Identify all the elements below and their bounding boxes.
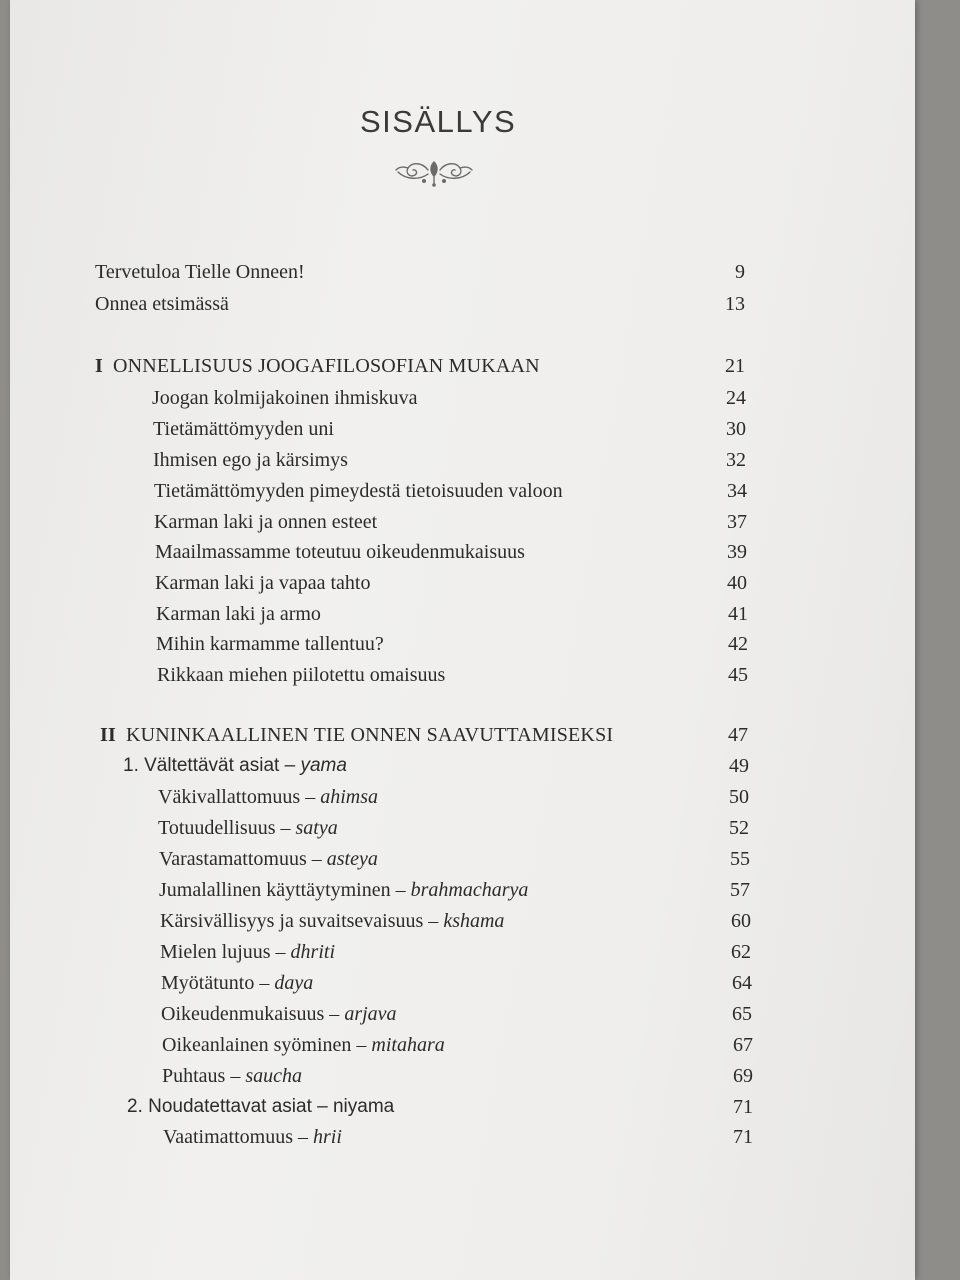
toc-entry-page: 67 <box>733 1034 753 1056</box>
toc-entry-title: 2. Noudatettavat asiat – niyama <box>127 1096 395 1117</box>
toc-entry-title: Rikkaan miehen piilotettu omaisuus <box>157 664 446 686</box>
toc-entry[interactable] <box>155 538 747 566</box>
toc-entry-page: 47 <box>728 724 748 746</box>
toc-entry[interactable] <box>162 1031 753 1059</box>
toc-entry[interactable] <box>159 845 750 873</box>
sanskrit-term: saucha <box>245 1065 303 1087</box>
toc-entry[interactable] <box>160 938 751 966</box>
toc-entry[interactable] <box>155 569 747 597</box>
toc-entry-title: Tietämättömyyden uni <box>153 418 334 440</box>
sanskrit-term: yama <box>300 755 347 776</box>
toc-subsection[interactable] <box>123 752 749 780</box>
sanskrit-term: daya <box>274 972 314 994</box>
toc-entry[interactable] <box>154 508 747 536</box>
toc-entry-page: 42 <box>728 633 748 655</box>
sanskrit-term: arjava <box>344 1003 397 1025</box>
toc-entry-title: Onnea etsimässä <box>95 293 229 315</box>
toc-entry-page: 71 <box>733 1096 753 1118</box>
toc-entry[interactable] <box>161 969 752 997</box>
toc-entry-title: Mihin karmamme tallentuu? <box>156 633 384 655</box>
toc-entry[interactable] <box>160 907 751 935</box>
section-numeral: I <box>95 355 103 377</box>
toc-entry-page: 40 <box>727 572 747 594</box>
toc-entry[interactable] <box>161 1000 752 1028</box>
toc-entry-page: 45 <box>728 664 748 686</box>
toc-entry-page: 62 <box>731 941 751 963</box>
toc-entry-page: 50 <box>729 786 749 808</box>
toc-entry-title: Karman laki ja armo <box>156 603 321 625</box>
book-page <box>10 0 915 1280</box>
toc-entry-title: Tietämättömyyden pimeydestä tietoisuuden valoon <box>154 480 563 502</box>
toc-entry[interactable] <box>157 661 748 689</box>
toc-entry-title: Maailmassamme toteutuu oikeudenmukaisuus <box>155 541 525 563</box>
page-title: SISÄLLYS <box>360 104 517 139</box>
toc-entry-title: Karman laki ja onnen esteet <box>154 511 378 533</box>
toc-entry-title: Jumalallinen käyttäytyminen – <box>159 879 411 901</box>
toc-entry[interactable] <box>162 1062 753 1090</box>
toc-entry-title: Mielen lujuus – <box>160 941 291 963</box>
sanskrit-term: ahimsa <box>320 786 378 808</box>
toc-entry-page: 64 <box>732 972 752 994</box>
toc-entry-page: 65 <box>732 1003 752 1025</box>
section-title: KUNINKAALLINEN TIE ONNEN SAAVUTTAMISEKSI <box>125 724 614 746</box>
sanskrit-term: dhriti <box>290 941 335 963</box>
toc-entry-page: 37 <box>727 511 747 533</box>
toc-entry-title: Myötätunto – <box>161 972 275 994</box>
toc-entry[interactable] <box>153 446 746 474</box>
toc-entry-title: Vaatimattomuus – <box>163 1126 313 1148</box>
toc-entry-title: Oikeanlainen syöminen – <box>162 1034 372 1056</box>
toc-entry-title: Varastamattomuus – <box>159 848 327 870</box>
toc-entry-title: Karman laki ja vapaa tahto <box>155 572 371 594</box>
toc-entry-page: 24 <box>726 387 746 409</box>
toc-entry-title: Joogan kolmijakoinen ihmiskuva <box>152 387 418 409</box>
toc-entry-title: Puhtaus – <box>162 1065 246 1087</box>
toc-entry-page: 41 <box>728 603 748 625</box>
toc-entry-page: 9 <box>735 261 745 283</box>
toc-entry[interactable] <box>163 1123 753 1151</box>
toc-entry[interactable] <box>158 814 749 842</box>
toc-entry-page: 39 <box>727 541 747 563</box>
sanskrit-term: mitahara <box>371 1034 445 1056</box>
toc-entry[interactable] <box>152 384 746 412</box>
toc-entry-page: 49 <box>729 755 749 777</box>
flourish-ornament-icon <box>394 154 474 188</box>
toc-entry-page: 30 <box>726 418 746 440</box>
toc-entry[interactable] <box>153 415 746 443</box>
toc-entry[interactable] <box>159 876 750 904</box>
toc-entry[interactable] <box>154 477 747 505</box>
toc-entry-page: 13 <box>725 293 745 315</box>
sanskrit-term: satya <box>295 817 338 839</box>
toc-entry-title: Oikeudenmukaisuus – <box>161 1003 345 1025</box>
toc-entry-title: 1. Vältettävät asiat – <box>123 755 301 776</box>
sanskrit-term: kshama <box>443 910 505 932</box>
toc-entry-page: 71 <box>733 1126 753 1148</box>
toc-entry[interactable] <box>95 258 745 286</box>
toc-entry-page: 57 <box>730 879 750 901</box>
section-title: ONNELLISUUS JOOGAFILOSOFIAN MUKAAN <box>112 355 540 377</box>
toc-entry-page: 21 <box>725 355 745 377</box>
toc-entry-title: Ihmisen ego ja kärsimys <box>153 449 348 471</box>
toc-entry-page: 32 <box>726 449 746 471</box>
toc-entry-title: Väkivallattomuus – <box>158 786 321 808</box>
toc-entry-page: 69 <box>733 1065 753 1087</box>
section-numeral: II <box>100 724 116 746</box>
toc-entry[interactable] <box>158 783 749 811</box>
toc-entry-title: Totuudellisuus – <box>158 817 296 839</box>
toc-entry[interactable] <box>156 630 748 658</box>
toc-entry[interactable] <box>95 290 745 318</box>
toc-entry-page: 60 <box>731 910 751 932</box>
toc-entry-title: Kärsivällisyys ja suvaitsevaisuus – <box>160 910 444 932</box>
toc-entry-page: 34 <box>727 480 747 502</box>
toc-entry-page: 52 <box>729 817 749 839</box>
toc-subsection[interactable] <box>127 1093 753 1121</box>
sanskrit-term: hrii <box>312 1126 342 1148</box>
toc-entry[interactable] <box>156 600 748 628</box>
toc-entry-title: Tervetuloa Tielle Onneen! <box>95 261 305 283</box>
toc-section-heading[interactable] <box>95 352 745 380</box>
toc-section-heading[interactable] <box>100 721 748 749</box>
sanskrit-term: asteya <box>326 848 378 870</box>
toc-entry-page: 55 <box>730 848 750 870</box>
sanskrit-term: brahmacharya <box>410 879 529 901</box>
